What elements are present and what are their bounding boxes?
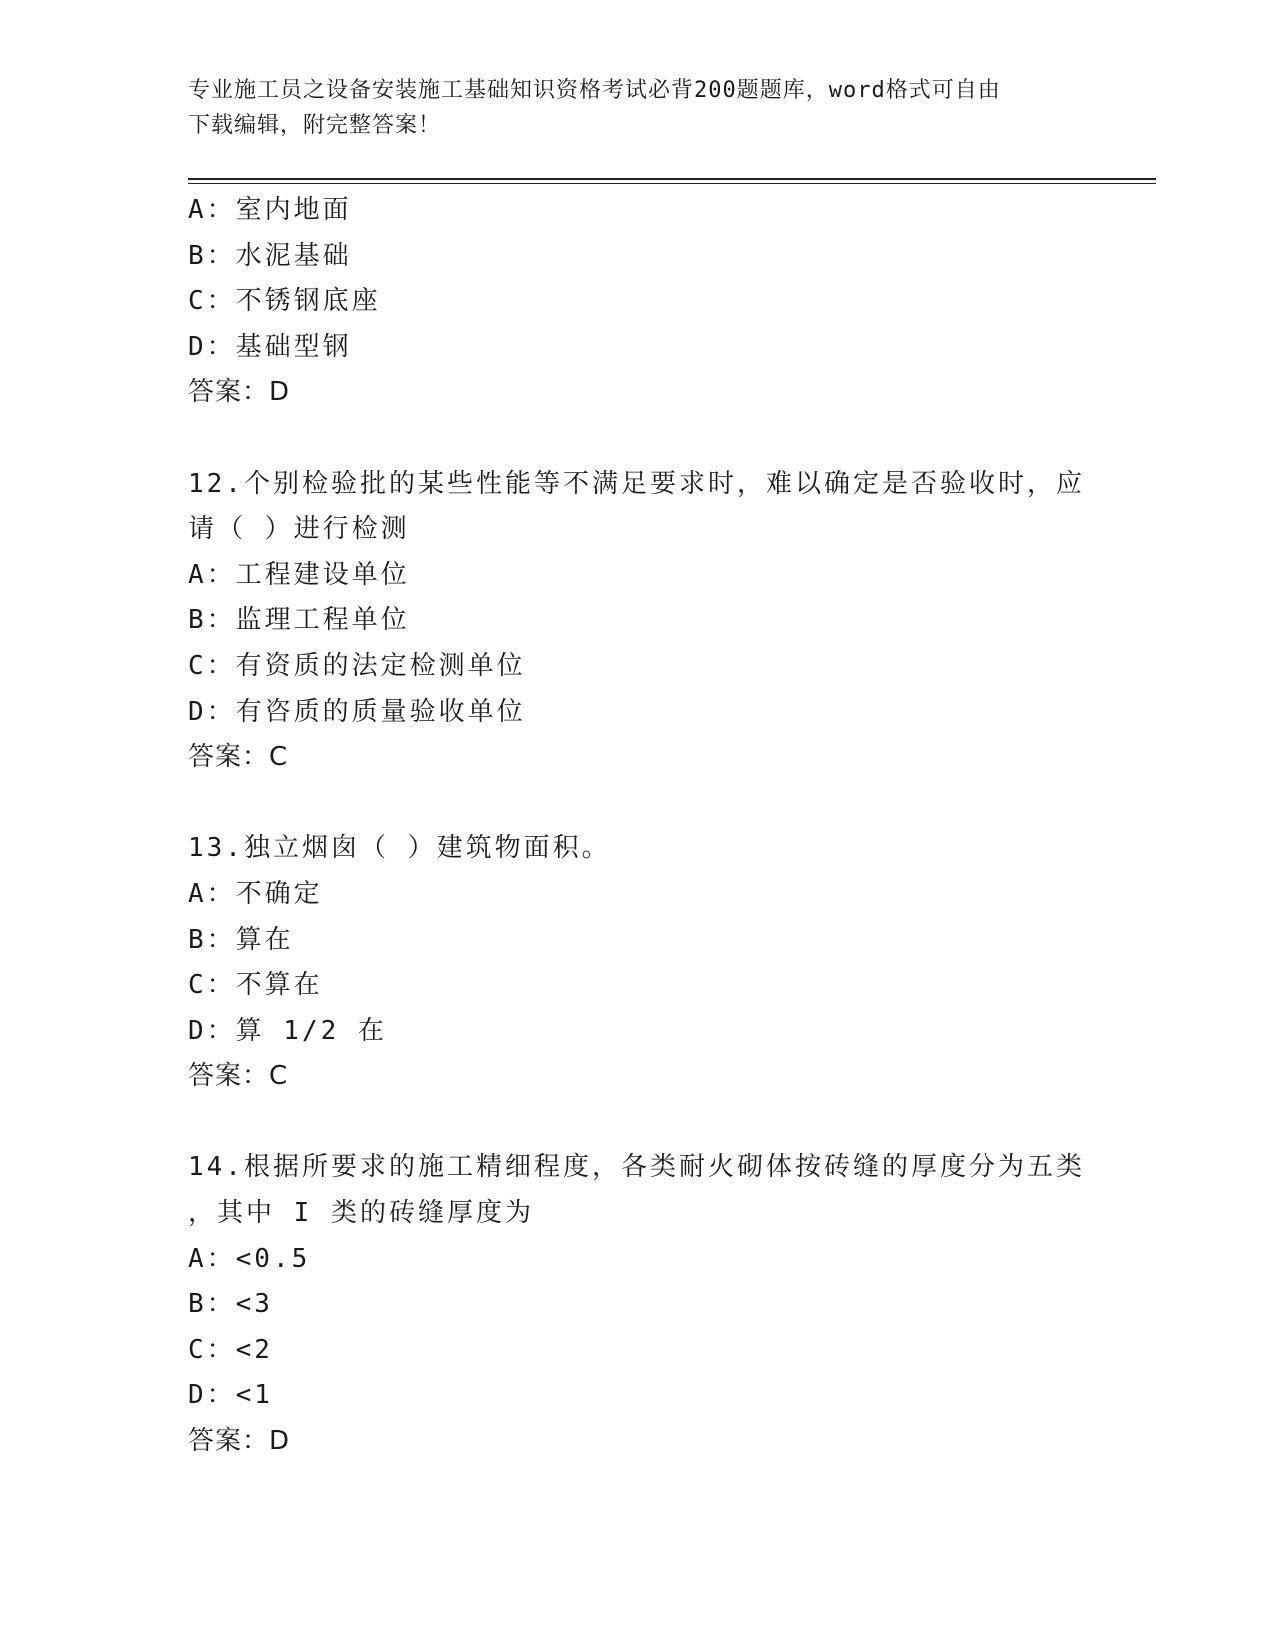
option-d: D：有咨质的质量验收单位 — [188, 696, 526, 727]
option-b: B：算在 — [188, 924, 294, 955]
option-c: C：<2 — [188, 1334, 273, 1365]
question-13 — [188, 826, 1088, 1100]
question-12 — [188, 462, 1088, 781]
option-a: A：室内地面 — [188, 195, 352, 225]
question-11 — [188, 188, 1088, 416]
option-c: C：不锈钢底座 — [188, 286, 381, 317]
answer: 答案：D — [188, 1426, 291, 1457]
option-d: D：基础型钢 — [188, 331, 352, 362]
option-b: B：监理工程单位 — [188, 605, 410, 636]
header-divider-thick — [188, 178, 1156, 180]
question-stem: 14.根据所要求的施工精细程度，各类耐火砌体按砖缝的厚度分为五类 — [188, 1152, 1085, 1183]
option-a: A：工程建设单位 — [188, 559, 410, 590]
option-b: B：水泥基础 — [188, 240, 352, 271]
question-stem-continued: 请（ ）进行检测 — [188, 514, 410, 545]
question-14 — [188, 1145, 1088, 1464]
question-list — [188, 188, 1088, 1465]
question-stem: 13.独立烟囱（ ）建筑物面积。 — [188, 833, 611, 864]
header-title-line-1: 专业施工员之设备安装施工基础知识资格考试必背200题题库，word格式可自由 — [188, 78, 1001, 103]
option-c: C：不算在 — [188, 970, 323, 1001]
question-spacer — [188, 416, 1088, 462]
option-a: A：不确定 — [188, 878, 323, 909]
answer: 答案：C — [188, 1061, 289, 1092]
answer: 答案：D — [188, 377, 291, 408]
document-header — [188, 73, 1088, 143]
question-spacer — [188, 781, 1088, 827]
option-d: D：算 1/2 在 — [188, 1015, 387, 1046]
header-title-line-2: 下载编辑，附完整答案！ — [188, 113, 442, 138]
question-spacer — [188, 1100, 1088, 1146]
option-d: D：<1 — [188, 1380, 273, 1411]
option-a: A：<0.5 — [188, 1243, 311, 1274]
option-b: B：<3 — [188, 1289, 273, 1320]
question-stem-continued: ，其中 I 类的砖缝厚度为 — [188, 1198, 534, 1229]
header-divider-thin — [188, 183, 1156, 184]
option-c: C：有资质的法定检测单位 — [188, 650, 526, 681]
answer: 答案：C — [188, 742, 289, 773]
question-stem: 12.个别检验批的某些性能等不满足要求时，难以确定是否验收时，应 — [188, 468, 1085, 499]
